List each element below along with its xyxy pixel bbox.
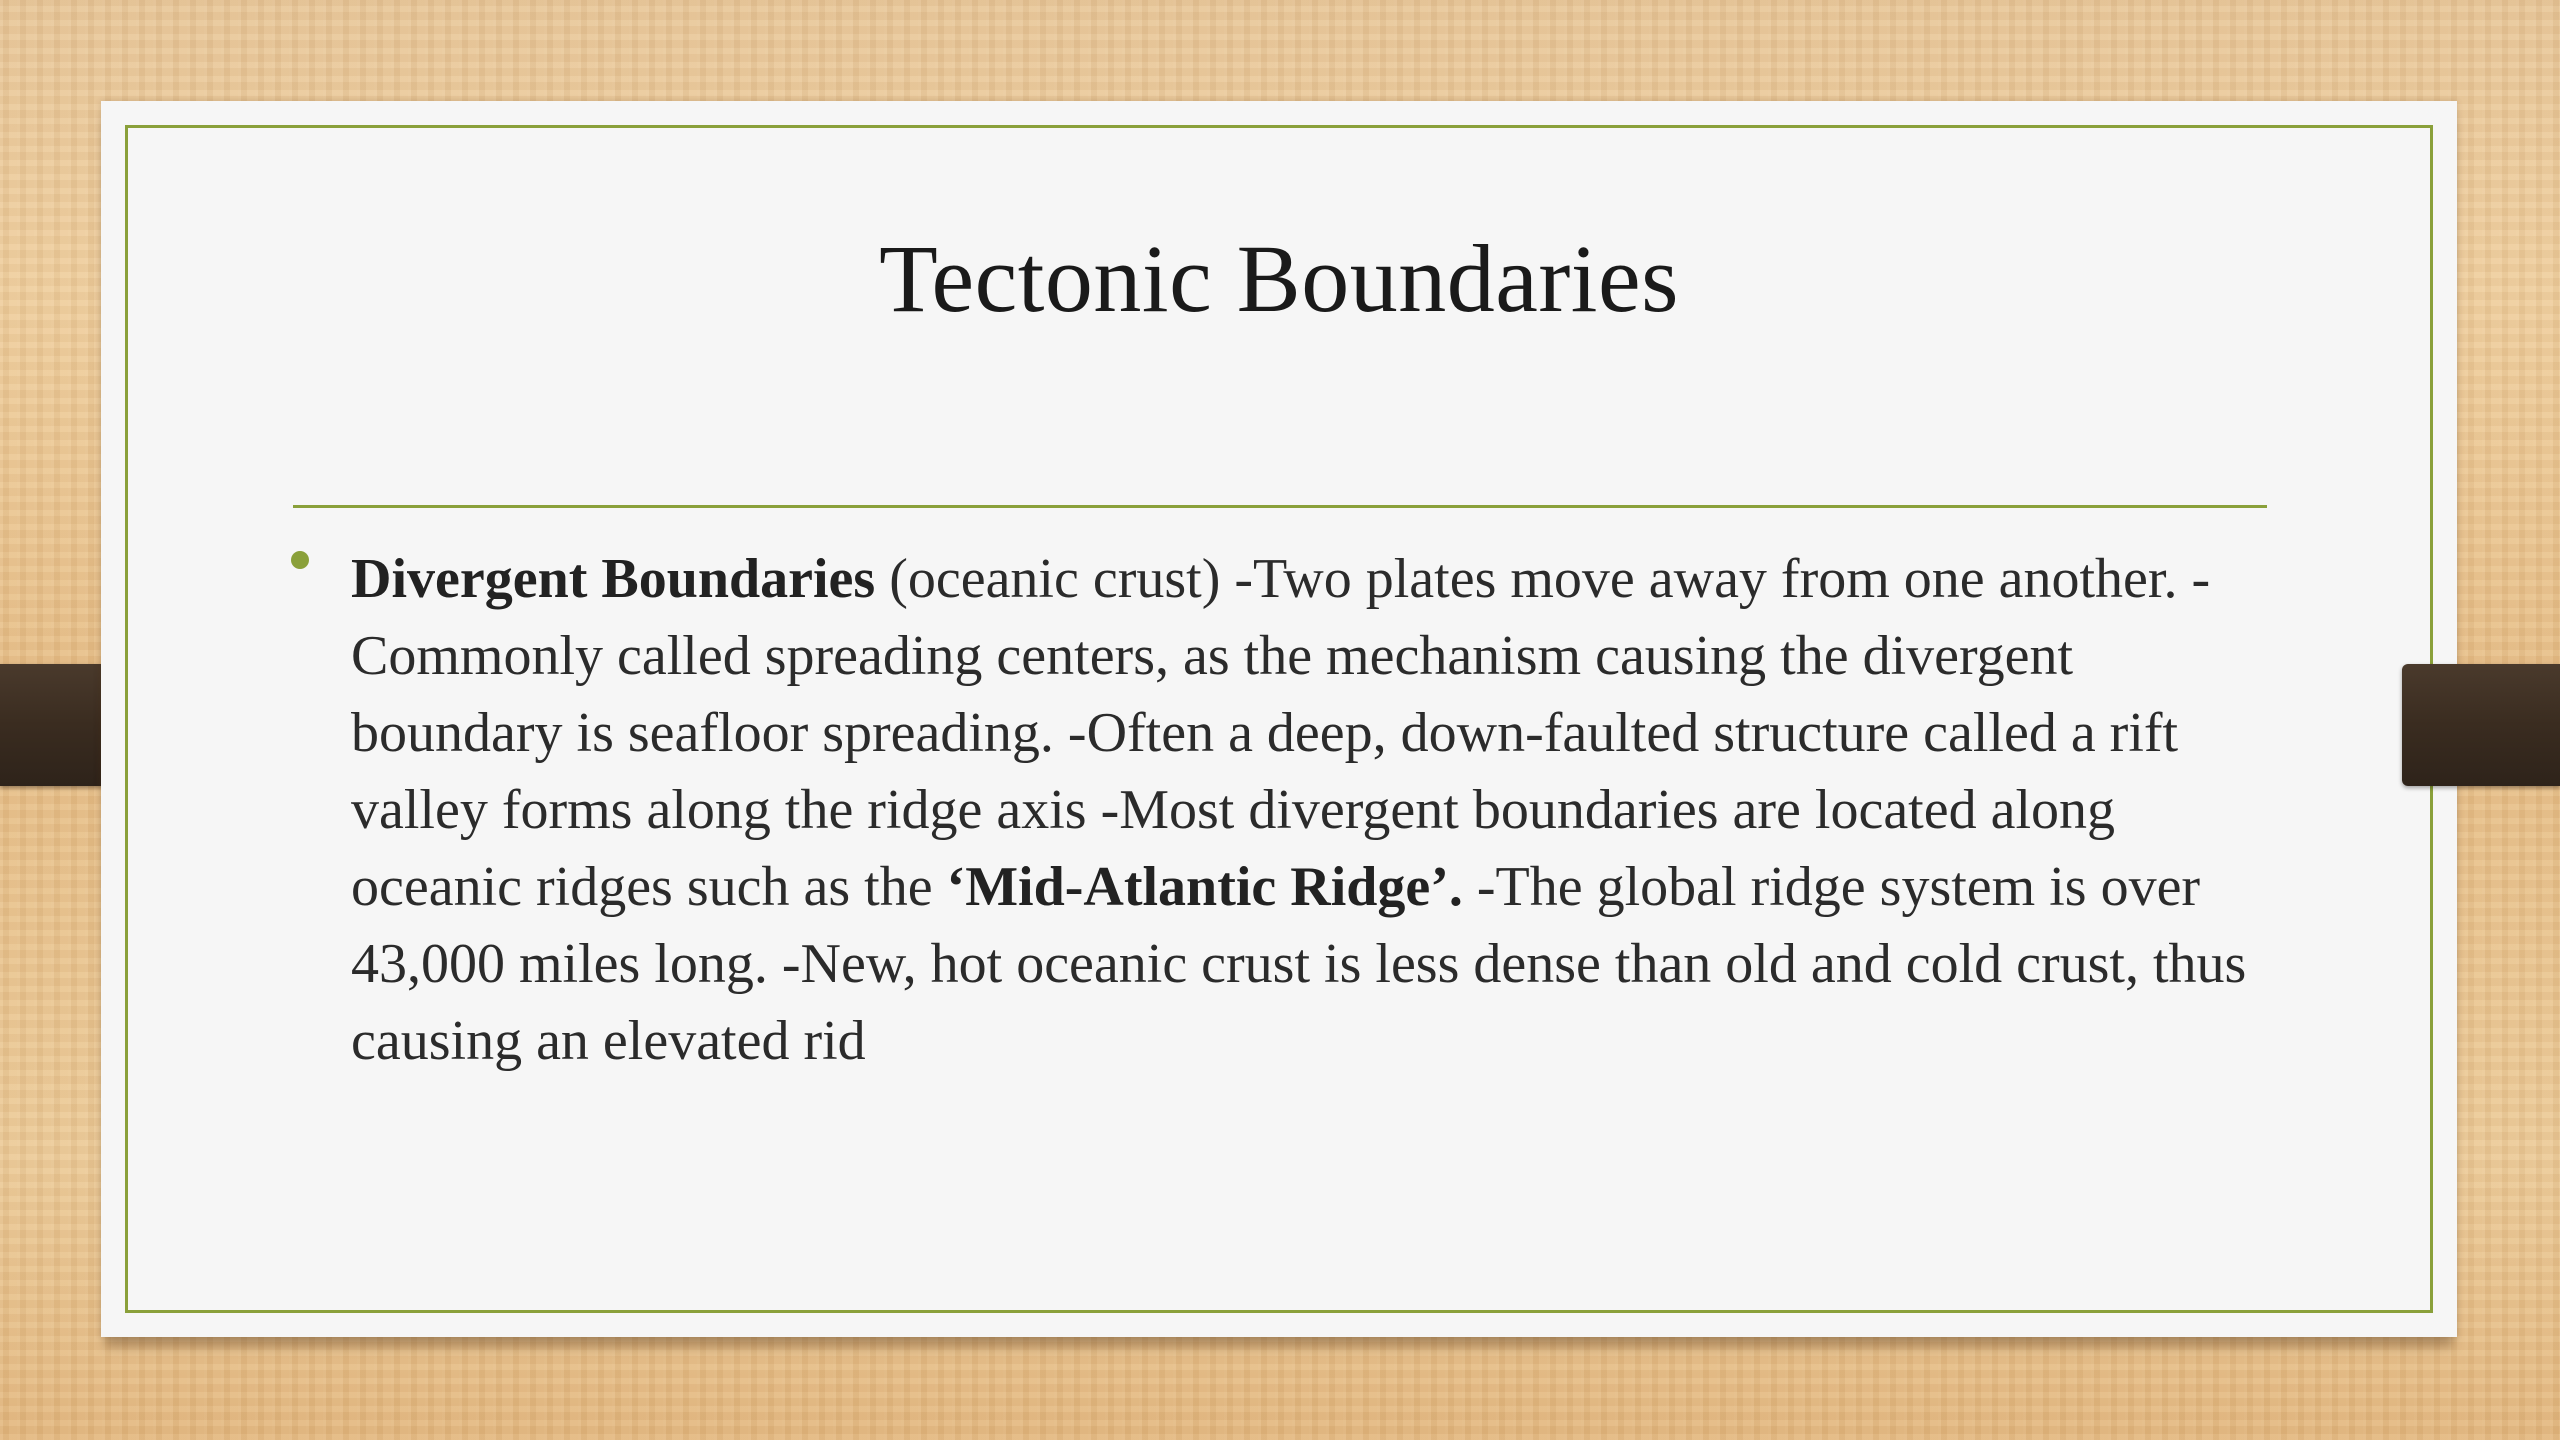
bullet-item: [351, 541, 2281, 1080]
right-binder-clip: [2402, 664, 2560, 786]
bullet-heading: Divergent Boundaries: [351, 548, 876, 610]
slide: [101, 101, 2457, 1337]
bullet-text-part-2: -The global ridge system is over 43,000 miles long. -New, hot oceanic crust is less dense than old and cold crust, thus causing an elevated rid: [351, 856, 2247, 1072]
bullet-emphasis: ‘Mid-Atlantic Ridge’.: [946, 856, 1463, 918]
slide-title: Tectonic Boundaries: [879, 225, 1679, 332]
bullet-dot-icon: [291, 551, 309, 569]
bullet-text-part-1: (oceanic crust) -Two plates move away from one another. -Commonly called spreading centers, as the mechanism causing the divergent boundary is seafloor spreading. -Often a deep, down-faulted structure called a rift valley forms along the ridge axis -Most divergent boundaries are located along oceanic ridges such as the: [351, 548, 2211, 918]
title-divider: [293, 505, 2267, 508]
